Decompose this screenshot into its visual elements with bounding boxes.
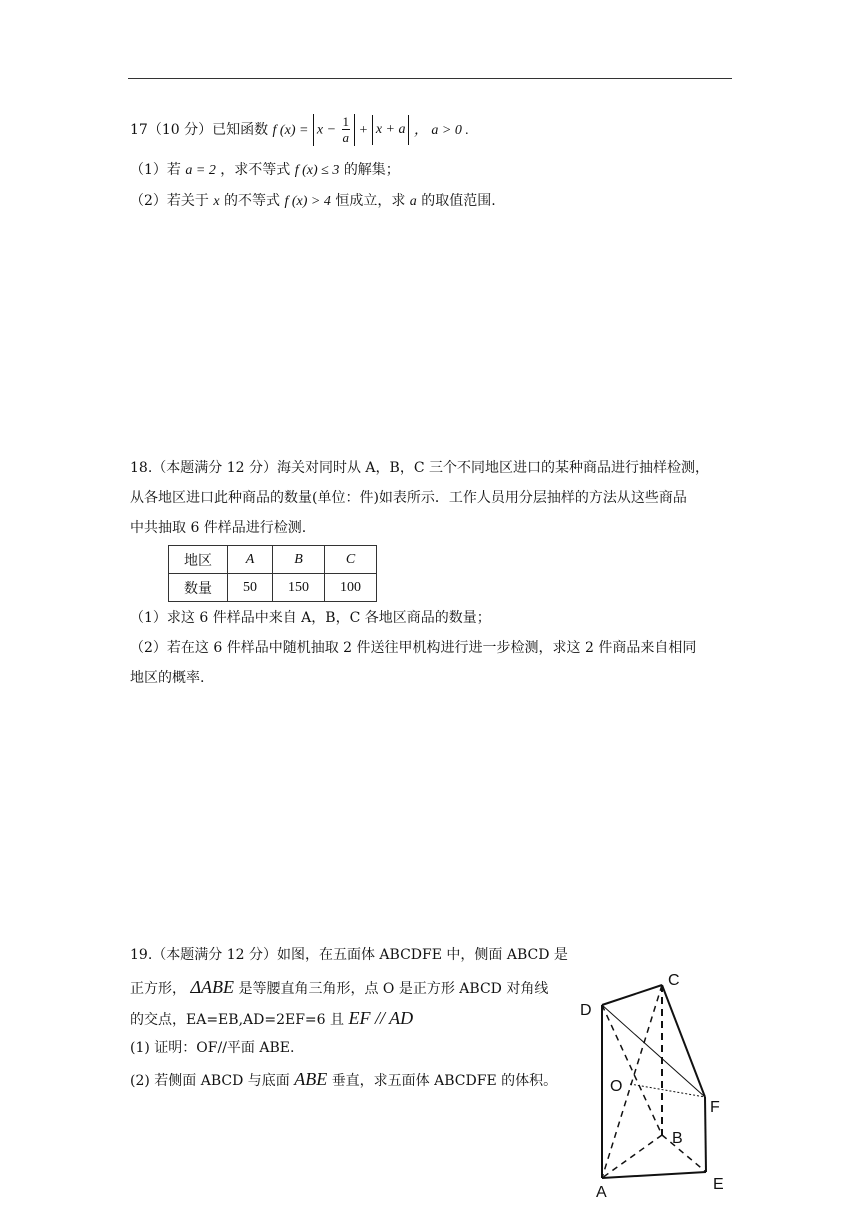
edge-FE bbox=[705, 1097, 706, 1172]
header-rule bbox=[128, 78, 732, 79]
q18-part2-line1: （2）若在这 6 件样品中随机抽取 2 件送往甲机构进行进一步检测，求这 2 件商品来自相同 bbox=[130, 640, 697, 656]
q18-part1: （1）求这 6 件样品中来自 A，B，C 各地区商品的数量； bbox=[130, 610, 491, 626]
q19-part1: (1) 证明：OF//平面 ABE. bbox=[130, 1040, 295, 1056]
table-cell: B bbox=[273, 546, 325, 574]
table-cell: 数量 bbox=[169, 574, 228, 602]
edge-BA bbox=[602, 1135, 662, 1178]
table-row bbox=[169, 574, 377, 602]
edge-AE bbox=[602, 1172, 706, 1178]
label-C: C bbox=[668, 972, 680, 989]
pentahedron-figure bbox=[572, 965, 742, 1205]
q17-condition: ， a > 0 . bbox=[413, 122, 469, 138]
label-A: A bbox=[596, 1184, 607, 1201]
table-row bbox=[169, 546, 377, 574]
table-cell: A bbox=[228, 546, 273, 574]
q19-line2: 正方形， ΔABE 是等腰直角三角形，点 O 是正方形 ABCD 对角线 bbox=[130, 977, 549, 997]
label-F: F bbox=[710, 1099, 720, 1116]
table-cell: C bbox=[325, 546, 377, 574]
q18-line3: 中共抽取 6 件样品进行检测. bbox=[130, 520, 307, 536]
q17-function-name: f (x) = bbox=[272, 122, 309, 138]
q18-line1: 18.（本题满分 12 分）海关对同时从 A，B，C 三个不同地区进口的某种商品进行抽样检测， bbox=[130, 460, 709, 476]
q18-line2: 从各地区进口此种商品的数量(单位：件)如表所示．工作人员用分层抽样的方法从这些商品 bbox=[130, 490, 687, 506]
q17-abs-term-1: x − $\frac{1}{a}$ bbox=[313, 114, 355, 146]
segment-OF bbox=[630, 1084, 705, 1097]
edge-CF bbox=[662, 985, 705, 1097]
diagonal-DB bbox=[602, 1005, 662, 1135]
q17-part1: （1）若 a = 2 ，求不等式 f (x) ≤ 3 的解集； bbox=[130, 162, 400, 178]
table-cell: 150 bbox=[273, 574, 325, 602]
table-cell: 50 bbox=[228, 574, 273, 602]
label-B: B bbox=[672, 1130, 683, 1147]
q18-table bbox=[168, 545, 377, 602]
q19-line3: 的交点，EA=EB,AD=2EF=6 且 EF // AD bbox=[130, 1008, 414, 1028]
q17-part2: （2）若关于 x 的不等式 f (x) > 4 恒成立，求 a 的取值范围. bbox=[130, 193, 496, 209]
q19-line1: 19.（本题满分 12 分）如图，在五面体 ABCDFE 中，侧面 ABCD 是 bbox=[130, 947, 568, 963]
q17-prefix: 17（10 分）已知函数 bbox=[130, 121, 269, 138]
q17-statement: 17（10 分）已知函数 f (x) = x − $\frac{1}{a}$ + x + a ， a > 0 . bbox=[130, 114, 469, 145]
q17-fraction: $\frac{1}{a}$ bbox=[342, 114, 349, 145]
label-E: E bbox=[713, 1176, 724, 1193]
q19-part2: (2) 若侧面 ABCD 与底面 ABE 垂直，求五面体 ABCDFE 的体积。 bbox=[130, 1069, 558, 1089]
edge-BE bbox=[662, 1135, 706, 1172]
label-O: O bbox=[610, 1078, 623, 1095]
table-cell: 地区 bbox=[169, 546, 228, 574]
q18-part2-line2: 地区的概率. bbox=[130, 670, 205, 686]
table-cell: 100 bbox=[325, 574, 377, 602]
edge-DC bbox=[602, 985, 662, 1005]
q17-abs-term-2: x + a bbox=[372, 115, 410, 145]
label-D: D bbox=[580, 1002, 592, 1019]
